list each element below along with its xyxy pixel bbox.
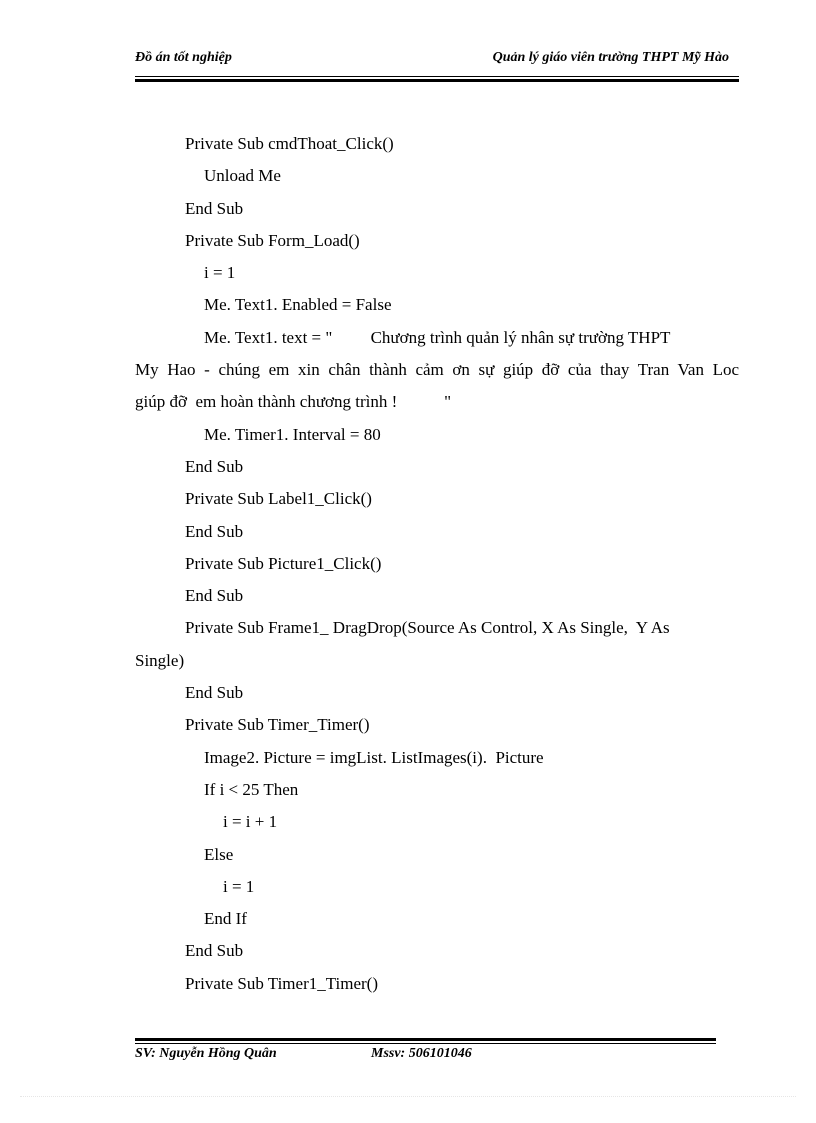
- footer-rule-thin: [135, 1043, 716, 1044]
- code-line: Private Sub Form_Load(): [185, 230, 360, 250]
- code-line: Single): [135, 650, 185, 670]
- code-line: End Sub: [185, 456, 244, 476]
- code-line: Me. Text1. Enabled = False: [204, 295, 392, 315]
- code-line: Private Sub Frame1_ DragDrop(Source As Control, X As Single, Y As: [185, 618, 670, 638]
- header-document-type: Đồ án tốt nghiệp: [135, 50, 232, 65]
- code-line: Private Sub Timer1_Timer(): [185, 973, 379, 993]
- footer-student-id: Mssv: 506101046: [371, 1046, 472, 1061]
- code-line: End Sub: [185, 683, 244, 703]
- code-line: Unload Me: [204, 166, 281, 186]
- code-line: End If: [204, 909, 247, 929]
- code-line: Private Sub cmdThoat_Click(): [185, 134, 394, 153]
- code-line: End Sub: [185, 198, 244, 218]
- code-listing: [135, 128, 739, 1000]
- code-line: Private Sub Timer_Timer(): [185, 715, 370, 735]
- code-line: End Sub: [185, 941, 244, 961]
- code-line: i = 1: [223, 876, 255, 896]
- code-line: My Hao - chúng em xin chân thành cảm ơn sự giúp đỡ của thay Tran Van Loc: [135, 360, 739, 380]
- footer-rule-thick: [135, 1038, 716, 1041]
- code-line: Me. Timer1. Interval = 80: [204, 424, 381, 444]
- code-line: i = 1: [204, 263, 236, 283]
- page-bottom-dotted-border: [20, 1096, 796, 1097]
- header-project-title: Quản lý giáo viên trường THPT Mỹ Hào: [492, 50, 729, 65]
- header-rule-thick: [135, 79, 739, 82]
- page-header: [135, 48, 739, 70]
- code-line: End Sub: [185, 586, 244, 606]
- code-line: End Sub: [185, 521, 244, 541]
- code-line: i = i + 1: [223, 812, 278, 832]
- code-line: giúp đỡ em hoàn thành chương trình ! ": [135, 392, 452, 412]
- code-line: Image2. Picture = imgList. ListImages(i). Picture: [204, 747, 544, 767]
- code-line: Private Sub Label1_Click(): [185, 489, 372, 509]
- code-line: Else: [204, 844, 234, 864]
- code-line: Me. Text1. text = " Chương trình quản lý nhân sự trường THPT: [204, 327, 671, 347]
- code-line: Private Sub Picture1_Click(): [185, 553, 382, 573]
- footer-student-name: SV: Nguyễn Hồng Quân: [135, 1046, 277, 1061]
- code-line: If i < 25 Then: [204, 779, 299, 799]
- header-rule-thin: [135, 76, 739, 77]
